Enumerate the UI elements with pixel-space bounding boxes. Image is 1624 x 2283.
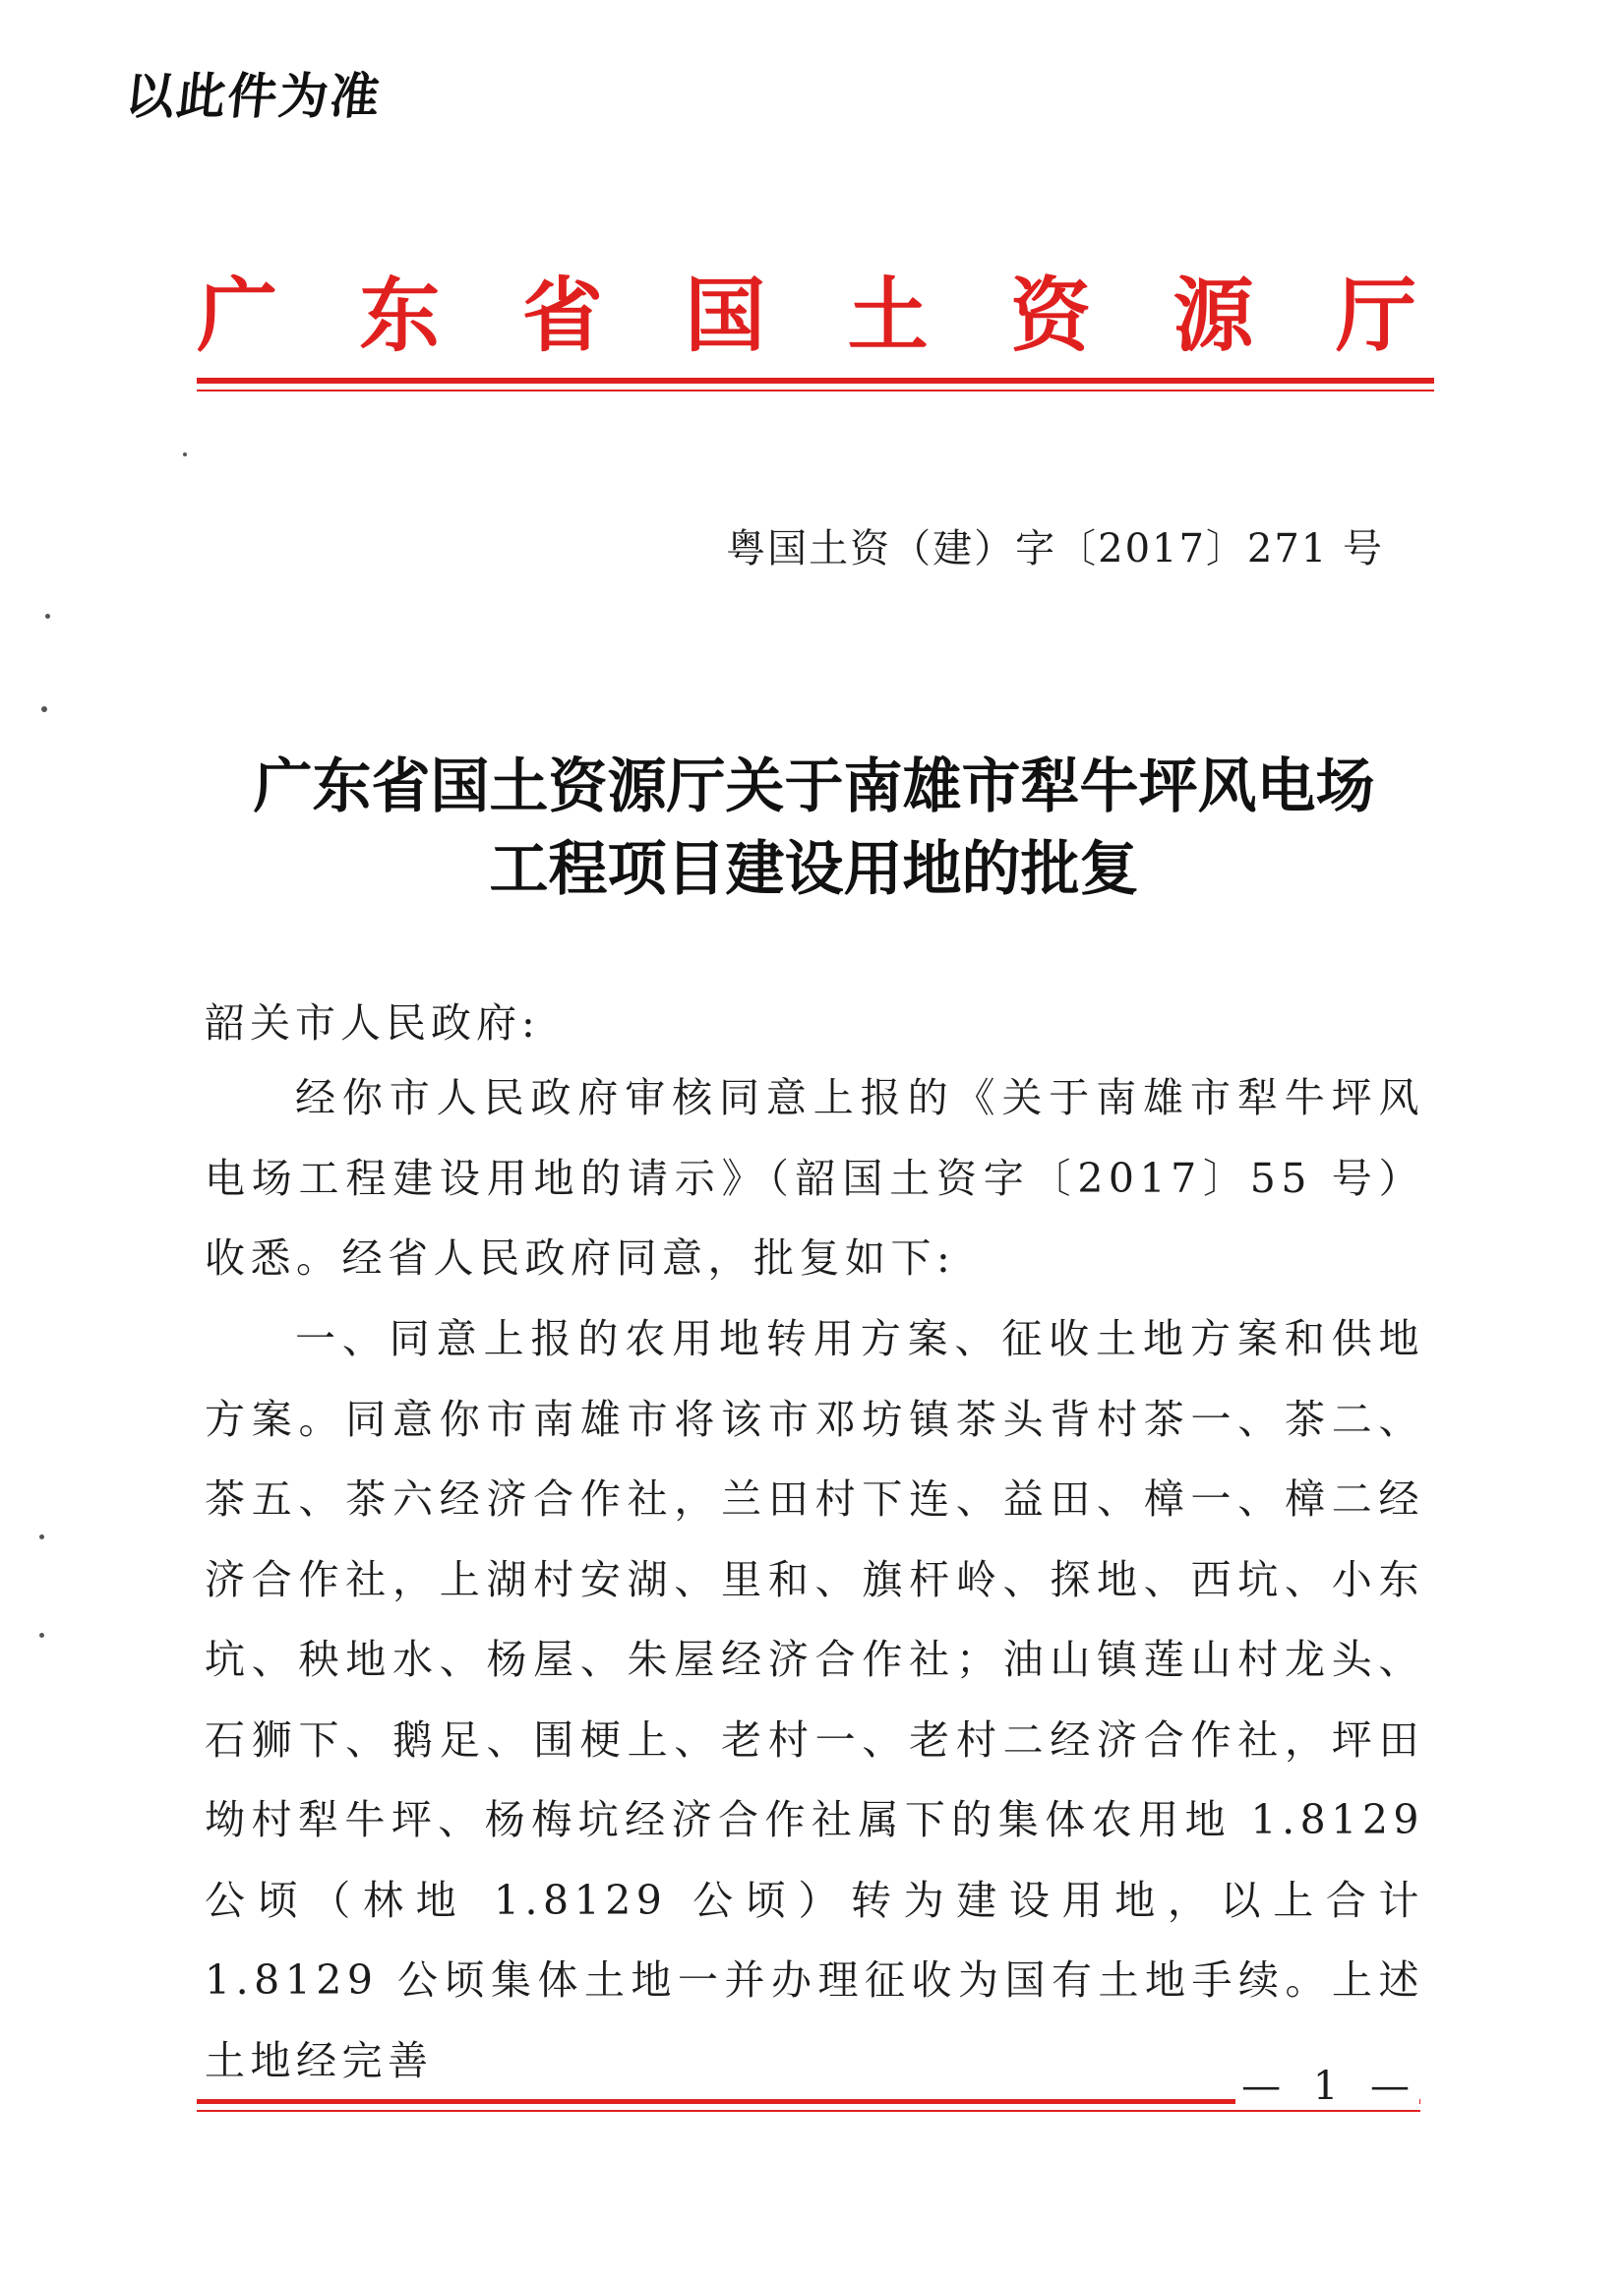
scan-speck: [39, 1534, 44, 1539]
document-title-line-2: 工程项目建设用地的批复: [489, 835, 1139, 904]
header-red-rule: [197, 378, 1434, 391]
agency-header-char: 源: [1173, 269, 1254, 363]
handwritten-note: 以此件为准: [122, 68, 385, 125]
scan-speck: [41, 706, 47, 712]
body-paragraph: 一、同意上报的农用地转用方案、征收土地方案和供地方案。同意你市南雄市将该市邓坊镇茶头背村茶一、茶二、茶五、茶六经济合作社，兰田村下连、益田、樟一、樟二经济合作社，上湖村安湖、里和、旗杆岭、探地、西坑、小东坑、秧地水、杨屋、朱屋经济合作社；油山镇莲山村龙头、石狮下、鹅足、围梗上、老村一、老村二经济合作社，坪田坳村犁牛坪、杨梅坑经济合作社属下的集体农用地 1.8129 公顷（林地 1.8129 公顷）转为建设用地，以上合计 1.8129 公顷集体土地一并办理征收为国有土地手续。上述土地经完善: [205, 1315, 1424, 2084]
page-number: — 1 —: [1235, 2064, 1419, 2109]
agency-header-char: 厅: [1335, 269, 1416, 363]
document-number: 粤国土资（建）字〔2017〕271 号: [726, 526, 1384, 571]
agency-header-char: 省: [521, 269, 603, 363]
scan-speck: [45, 614, 50, 619]
document-title-line-1: 广东省国土资源厅关于南雄市犁牛坪风电场: [253, 752, 1375, 821]
body-paragraph: 经你市人民政府审核同意上报的《关于南雄市犁牛坪风电场工程建设用地的请示》（韶国土资字〔2017〕55 号）收悉。经省人民政府同意，批复如下:: [205, 1074, 1424, 1282]
scan-speck: [183, 452, 187, 456]
scan-speck: [39, 1633, 44, 1638]
agency-header-char: 广: [197, 269, 278, 363]
agency-header-char: 国: [685, 269, 766, 363]
agency-header-char: 资: [1010, 269, 1092, 363]
agency-header-char: 东: [359, 269, 441, 363]
agency-header: [197, 269, 1416, 363]
document-title: [197, 746, 1431, 911]
addressee: 韶关市人民政府:: [205, 999, 540, 1047]
agency-header-char: 土: [847, 269, 929, 363]
